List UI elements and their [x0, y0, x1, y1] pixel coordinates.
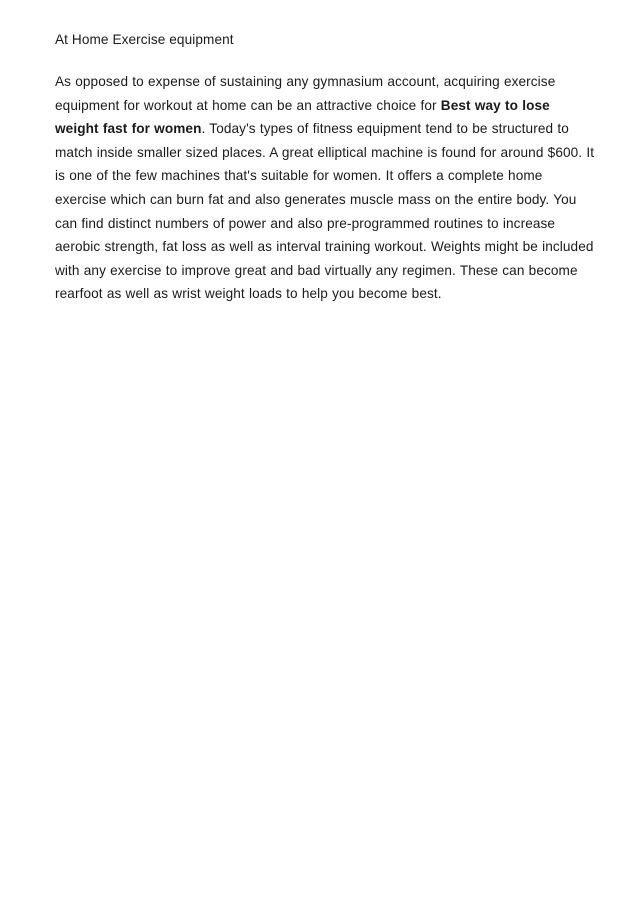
document-page	[55, 30, 595, 306]
paragraph-text-end: . Today's types of fitness equipment tend to be structured to match inside smaller sized places. A great elliptical machine is found for around $600. It is one of the few machines that's suitable for women. It offers a complete home exercise which can burn fat and also generates muscle mass on the entire body. You can find distinct numbers of power and also pre-programmed routines to increase aerobic strength, fat loss as well as interval training workout. Weights might be included with any exercise to improve great and bad virtually any regimen. These can become rearfoot as well as wrist weight loads to help you become best.	[55, 121, 595, 302]
paragraph-bold-phrase: Best way to lose weight fast for women	[55, 97, 550, 137]
document-paragraph	[55, 70, 595, 306]
document-title: At Home Exercise equipment	[55, 32, 234, 47]
paragraph-text-start: As opposed to expense of sustaining any gymnasium account, acquiring exercise equipment for workout at home can be an attractive choice for	[55, 74, 556, 113]
